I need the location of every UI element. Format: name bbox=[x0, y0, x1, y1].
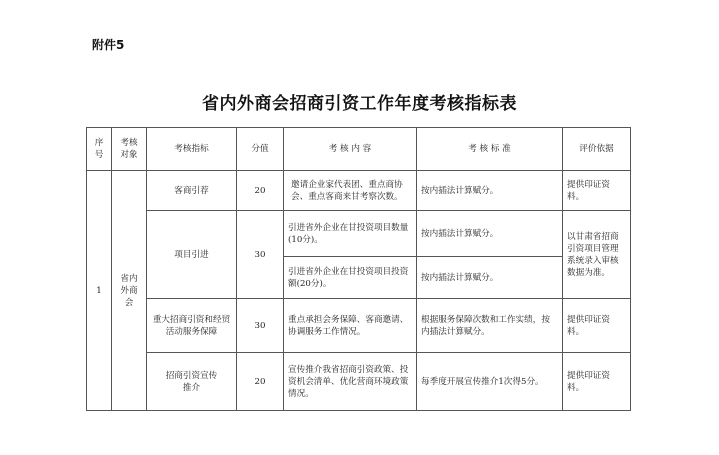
indicator-cell: 重大招商引资和经贸活动服务保障 bbox=[147, 299, 237, 353]
score-cell: 20 bbox=[237, 353, 284, 411]
header-row bbox=[87, 128, 631, 171]
basis-cell: 以甘肃省招商引资项目管理系统录入审核数据为准。 bbox=[563, 211, 631, 299]
basis-cell: 提供印证资料。 bbox=[563, 299, 631, 353]
indicator-cell: 招商引资宣传推介 bbox=[147, 353, 237, 411]
content-cell: 引进省外企业在甘投资项目数量(10分)。 bbox=[284, 211, 417, 257]
table-row bbox=[87, 211, 631, 257]
header-indicator: 考核指标 bbox=[147, 128, 237, 171]
standard-cell: 按内插法计算赋分。 bbox=[417, 171, 563, 211]
header-standard: 考 核 标 准 bbox=[417, 128, 563, 171]
score-cell: 30 bbox=[237, 211, 284, 299]
attachment-label: 附件5 bbox=[92, 38, 125, 52]
basis-cell: 提供印证资料。 bbox=[563, 353, 631, 411]
header-index: 序号 bbox=[87, 128, 112, 171]
table-row bbox=[87, 299, 631, 353]
score-cell: 30 bbox=[237, 299, 284, 353]
header-basis: 评价依据 bbox=[563, 128, 631, 171]
table-row bbox=[87, 353, 631, 411]
document-title: 省内外商会招商引资工作年度考核指标表 bbox=[202, 94, 517, 114]
standard-cell: 按内插法计算赋分。 bbox=[417, 257, 563, 299]
basis-cell: 提供印证资料。 bbox=[563, 171, 631, 211]
content-cell: 引进省外企业在甘投资项目投资额(20分)。 bbox=[284, 257, 417, 299]
header-content: 考 核 内 容 bbox=[284, 128, 417, 171]
assessment-table bbox=[86, 127, 631, 411]
indicator-cell: 客商引荐 bbox=[147, 171, 237, 211]
content-cell: 重点承担会务保障、客商邀请、协调服务工作情况。 bbox=[284, 299, 417, 353]
header-score: 分值 bbox=[237, 128, 284, 171]
standard-cell: 根据服务保障次数和工作实绩，按内插法计算赋分。 bbox=[417, 299, 563, 353]
content-cell: 邀请企业家代表团、重点商协会、重点客商来甘考察次数。 bbox=[284, 171, 417, 211]
header-target: 考核对象 bbox=[112, 128, 147, 171]
standard-cell: 每季度开展宣传推介1次得5分。 bbox=[417, 353, 563, 411]
indicator-cell: 项目引进 bbox=[147, 211, 237, 299]
table-row bbox=[87, 171, 631, 211]
standard-cell: 按内插法计算赋分。 bbox=[417, 211, 563, 257]
group-index: 1 bbox=[87, 171, 112, 411]
group-target: 省内外商会 bbox=[112, 171, 147, 411]
score-cell: 20 bbox=[237, 171, 284, 211]
content-cell: 宣传推介我省招商引资政策、投资机会清单、优化营商环境政策情况。 bbox=[284, 353, 417, 411]
